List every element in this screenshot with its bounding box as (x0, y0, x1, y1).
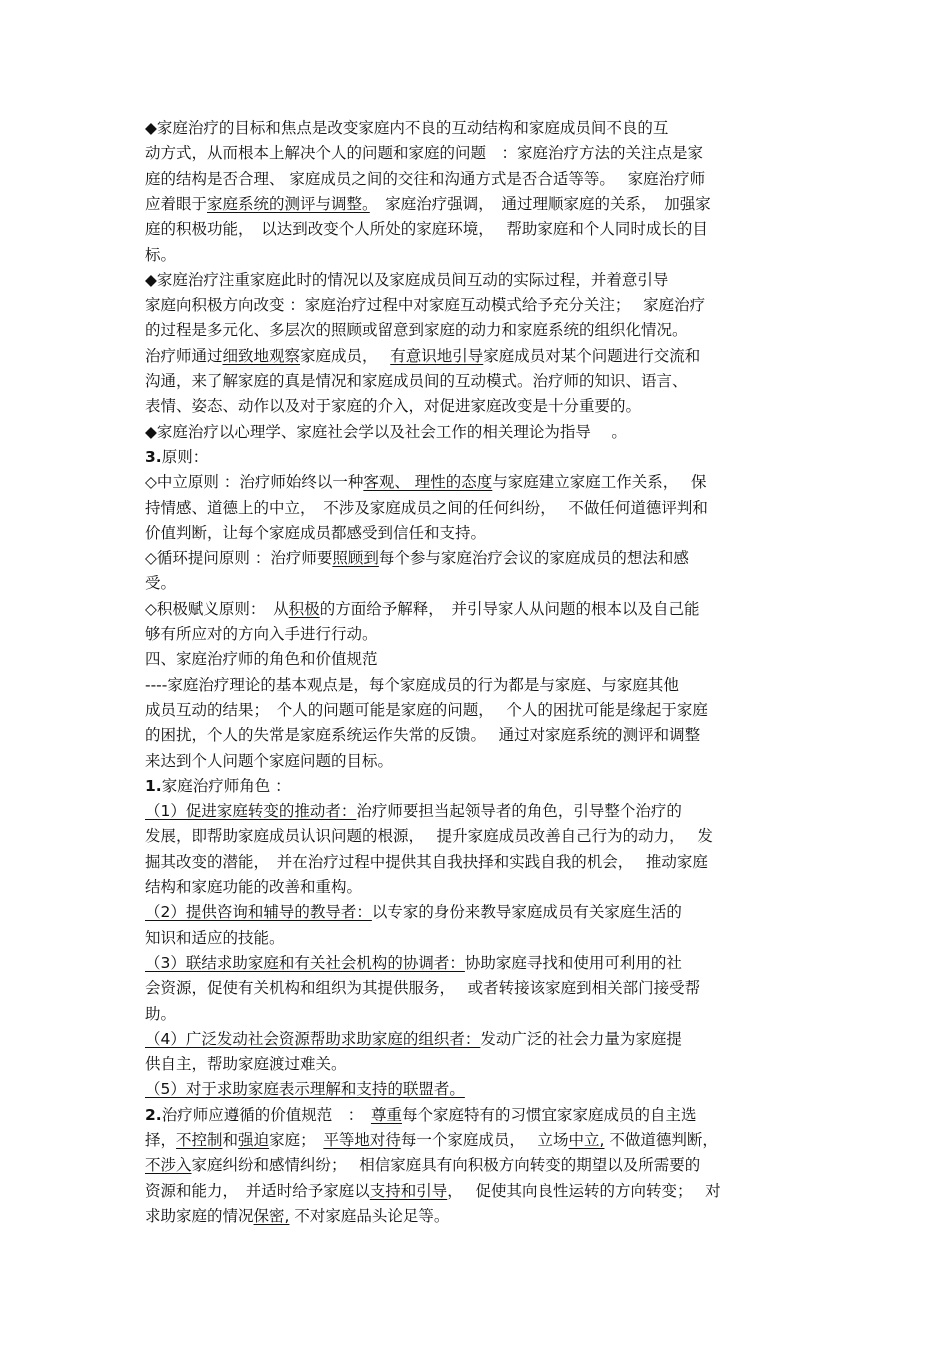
text-segment: 家庭纠纷和感情纠纷； 相信家庭具有向积极方向转变的期望以及所需要的 (191, 1156, 701, 1175)
text-line (145, 928, 285, 948)
text-line (145, 1130, 718, 1150)
underlined-text: 中立, (568, 1131, 605, 1149)
text-line (145, 675, 679, 695)
text-line (145, 371, 688, 391)
text-segment: ◆家庭治疗以心理学、家庭社会学以及社会工作的相关理论为指导 。 (145, 422, 627, 441)
text-segment: 求助家庭的情况 (145, 1206, 254, 1225)
underlined-text: （5）对于求助家庭表示理解和支持的联盟者。 (145, 1080, 465, 1099)
text-line (145, 1155, 700, 1175)
underlined-text: 积极 (288, 599, 320, 618)
text-line (145, 270, 668, 290)
text-segment: 四、家庭治疗师的角色和价值规范 (145, 650, 378, 669)
text-line (145, 649, 378, 669)
text-line (145, 498, 708, 518)
text-line (145, 902, 682, 922)
text-line (145, 1206, 449, 1226)
underlined-text: 有意识地引导 (390, 346, 484, 365)
text-segment: 发展，即帮助家庭成员认识问题的根源， 提升家庭成员改善自己行为的动力， 发 (145, 827, 713, 846)
text-segment: 资源和能力， 并适时给予家庭以 (145, 1181, 370, 1200)
text-segment: ◆家庭治疗注重家庭此时的情况以及家庭成员间互动的实际过程，并着意引导 (145, 270, 669, 289)
text-line (145, 624, 378, 644)
underlined-text: 客观、 理性的态度 (363, 473, 493, 492)
text-segment: 的方面给予解释， 并引导家人从问题的根本以及自己能 (319, 599, 700, 618)
text-segment: 庭的积极功能， 以达到改变个人所处的家庭环境， 帮助家庭和个人同时成长的目 (145, 220, 708, 239)
text-segment: 与家庭建立家庭工作关系， 保 (492, 473, 707, 492)
text-segment: 家庭向积极方向改变 ：家庭治疗过程中对家庭互动模式给予充分关注； 家庭治疗 (145, 296, 706, 315)
text-segment: 家庭治疗师角色 ： (161, 776, 291, 795)
text-segment: 1. (145, 776, 162, 795)
text-segment: 沟通，来了解家庭的真是情况和家庭成员间的互动模式。治疗师的知识、语言、 (145, 372, 688, 390)
text-segment: 治疗师要担当起领导者的角色，引导整个治疗的 (356, 802, 682, 821)
text-segment: 会资源，促使有关机构和组织为其提供服务， 或者转接该家庭到相关部门接受帮 (145, 979, 701, 998)
text-segment: 成员互动的结果； 个人的问题可能是家庭的问题， 个人的困扰可能是缘起于家庭 (145, 700, 708, 719)
underlined-text: （2）提供咨询和辅导的教导者： (145, 903, 372, 922)
text-segment: 家庭； (269, 1131, 324, 1149)
text-segment: 知识和适应的技能。 (145, 928, 285, 947)
underlined-text: 保密, (253, 1206, 290, 1225)
text-segment: 择， (145, 1131, 177, 1149)
text-segment: 掘其改变的潜能， 并在治疗过程中提供其自我抉择和实践自我的机会， 推动家庭 (145, 852, 708, 871)
underlined-text: 家庭系统的测评与调整。 (207, 194, 370, 213)
text-line (145, 751, 393, 771)
text-line (145, 877, 362, 897)
underlined-text: 平等地对待 (323, 1131, 401, 1149)
text-line (145, 700, 708, 720)
text-segment: 发动广泛的社会力量为家庭提 (480, 1029, 682, 1048)
text-segment: 协助家庭寻找和使用可利用的社 (464, 953, 682, 972)
text-line (145, 320, 688, 340)
text-segment: 动方式，从而根本上解决个人的问题和家庭的问题 ：家庭治疗方法的关注点是家 (145, 144, 704, 163)
text-segment: 庭的结构是否合理、 家庭成员之间的交往和沟通方式是否合适等等。 家庭治疗师 (145, 169, 706, 188)
underlined-text: （3）联结求助家庭和有关社会机构的协调者： (145, 953, 465, 972)
text-line (145, 346, 700, 366)
text-segment: 价值判断，让每个家庭成员都感受到信任和支持。 (145, 523, 487, 542)
text-line (145, 1029, 682, 1049)
text-segment: 助。 (145, 1004, 177, 1023)
text-segment: 够有所应对的方向入手进行行动。 (145, 625, 378, 643)
text-segment: 不做道德判断， (604, 1131, 718, 1149)
text-line (145, 548, 689, 568)
text-line (145, 422, 627, 442)
underlined-text: 细致地观察 (222, 346, 301, 365)
text-segment: 标。 (145, 245, 177, 264)
text-line (145, 1105, 696, 1125)
underlined-text: 不涉入 (145, 1156, 192, 1175)
text-segment: ◇循环提问原则 ：治疗师要 (145, 549, 333, 568)
underlined-text: （4）广泛发动社会资源帮助求助家庭的组织者： (145, 1029, 481, 1048)
text-segment: ◇积极赋义原则： 从 (145, 599, 289, 618)
text-segment: 持情感、道德上的中立， 不涉及家庭成员之间的任何纠纷， 不做任何道德评判和 (145, 498, 708, 517)
text-segment: 应着眼于 (145, 194, 208, 213)
text-segment: 结构和家庭功能的改善和重构。 (145, 878, 363, 896)
text-line (145, 599, 699, 619)
text-segment: 受。 (145, 574, 177, 593)
text-segment: 供自主，帮助家庭渡过难关。 (145, 1055, 347, 1074)
text-line (145, 194, 711, 214)
text-line (145, 219, 708, 239)
text-segment: ◆家庭治疗的目标和焦点是改变家庭内不良的互动结构和家庭成员间不良的互 (145, 119, 669, 137)
text-line (145, 573, 176, 593)
text-segment: ◇中立原则 ：治疗师始终以一种 (145, 473, 364, 492)
text-segment: 的困扰，个人的失常是家庭系统运作失常的反馈。 通过对家庭系统的测评和调整 (145, 726, 701, 745)
text-line (145, 169, 705, 189)
text-line (145, 826, 713, 846)
text-line (145, 447, 208, 467)
text-line (145, 776, 291, 796)
text-line (145, 118, 668, 138)
text-segment: 每个家庭特有的习惯宜家家庭成员的自主选 (401, 1105, 697, 1124)
text-segment: 不对家庭品头论足等。 (289, 1206, 450, 1225)
text-segment: 每个参与家庭治疗会议的家庭成员的想法和感 (378, 549, 689, 568)
text-line (145, 1054, 347, 1074)
text-line (145, 978, 700, 998)
underlined-text: 不控制 (176, 1131, 223, 1149)
underlined-text: 照顾到 (332, 549, 379, 568)
text-segment: 家庭成员， (300, 346, 391, 365)
text-line (145, 245, 176, 265)
text-segment: 以专家的身份来教导家庭成员有关家庭生活的 (371, 903, 682, 922)
text-line (145, 523, 486, 543)
text-segment: 家庭治疗强调， 通过理顺家庭的关系， 加强家 (369, 194, 711, 213)
text-segment: 和 (222, 1131, 239, 1149)
text-line (145, 472, 706, 492)
text-segment: 的过程是多元化、多层次的照顾或留意到家庭的动力和家庭系统的组织化情况。 (145, 321, 688, 340)
text-segment: 家庭成员对某个问题进行交流和 (483, 346, 701, 365)
text-line (145, 143, 703, 163)
text-line (145, 852, 708, 872)
text-segment: 每一个家庭成员， 立场 (400, 1131, 569, 1149)
text-segment: 原则： (161, 447, 209, 466)
text-line (145, 295, 705, 315)
underlined-text: 支持和引导 (369, 1181, 448, 1200)
text-segment: 表情、姿态、动作以及对于家庭的介入，对促进家庭改变是十分重要的。 (145, 397, 642, 416)
underlined-text: 强迫 (238, 1131, 270, 1149)
text-segment: ----家庭治疗理论的基本观点是，每个家庭成员的行为都是与家庭、与家庭其他 (145, 675, 679, 694)
text-line (145, 396, 641, 416)
text-segment: 治疗师应遵循的价值规范 ： (161, 1105, 371, 1124)
text-segment: 来达到个人问题个家庭问题的目标。 (145, 751, 394, 770)
text-segment: 3. (145, 447, 162, 466)
text-segment: 治疗师通过 (145, 346, 223, 365)
text-line (145, 1181, 721, 1201)
underlined-text: （1）促进家庭转变的推动者： (145, 802, 357, 821)
text-segment: 2. (145, 1105, 162, 1124)
text-line (145, 1079, 465, 1099)
text-segment: ， 促使其向良性运转的方向转变； 对 (447, 1181, 721, 1200)
text-line (145, 1004, 176, 1024)
underlined-text: 尊重 (370, 1105, 402, 1124)
text-line (145, 801, 682, 821)
text-line (145, 725, 700, 745)
text-line (145, 953, 682, 973)
